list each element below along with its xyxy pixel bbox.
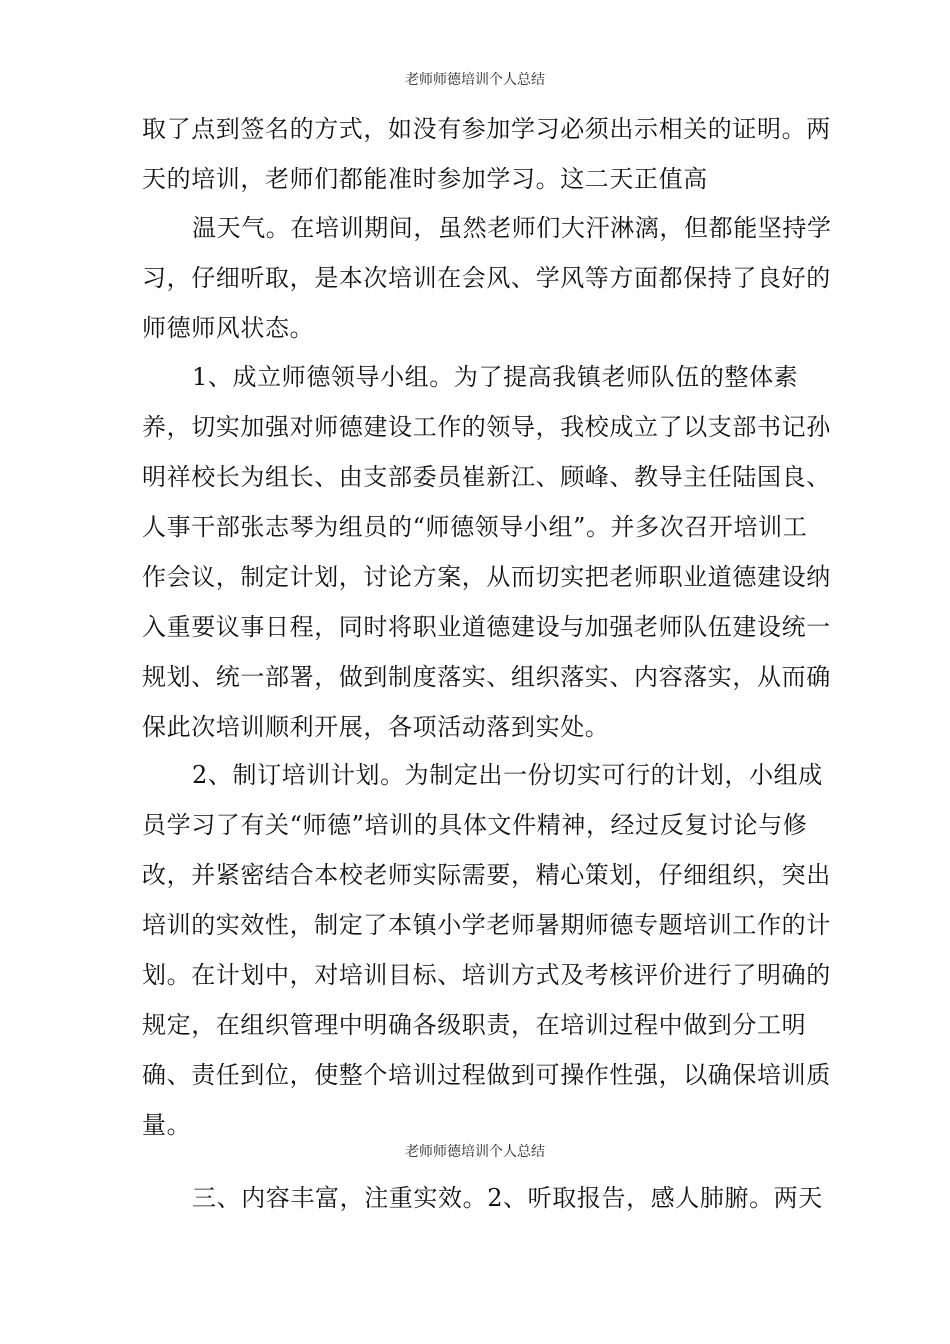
text-line: 规划、统一部署，做到制度落实、组织落实、内容落实，从而确 [142,663,831,691]
page-header: 老师师德培训个人总结 [405,1144,545,1160]
text-line: 三、内容丰富，注重实效。2、听取报告，感人肺腑。两天 [192,1184,823,1212]
text-line: 师德师风状态。 [142,314,315,342]
text-line: 2、制订培训计划。为制定出一份切实可行的计划，小组成 [192,761,823,789]
text-line: 作会议，制定计划，讨论方案，从而切实把老师职业道德建设纳 [142,563,831,591]
text-line: 培训的实效性，制定了本镇小学老师暑期师德专题培训工作的计 [142,911,831,939]
text-line: 确、责任到位，使整个培训过程做到可操作性强，以确保培训质 [142,1061,831,1089]
text-line: 明祥校长为组长、由支部委员崔新江、顾峰、教导主任陆国良、 [142,463,831,491]
text-line: 入重要议事日程，同时将职业道德建设与加强老师队伍建设统一 [142,613,831,641]
text-line: 1、成立师德领导小组。为了提高我镇老师队伍的整体素 [192,363,799,391]
paragraph-training-plan [142,750,832,1150]
text-line: 划。在计划中，对培训目标、培训方式及考核评价进行了明确的 [142,961,831,989]
text-line: 改，并紧密结合本校老师实际需要，精心策划，仔细组织，突出 [142,861,831,889]
page-header: 老师师德培训个人总结 [405,72,545,88]
paragraph-leadership-group [142,352,832,752]
text-line: 养，切实加强对师德建设工作的领导，我校成立了以支部书记孙 [142,413,831,441]
text-line: 取了点到签名的方式，如没有参加学习必须出示相关的证明。两 [142,115,831,143]
text-line: 规定，在组织管理中明确各级职责，在培训过程中做到分工明 [142,1011,807,1039]
text-line: 温天气。在培训期间，虽然老师们大汗淋漓，但都能坚持学 [192,214,832,242]
text-line: 人事干部张志琴为组员的“师德领导小组”。并多次召开培训工 [142,513,808,541]
paragraph-attendance [142,104,832,204]
text-line: 天的培训，老师们都能准时参加学习。这二天正值高 [142,165,708,193]
paragraph-weather [142,203,832,353]
text-line: 习，仔细听取，是本次培训在会风、学风等方面都保持了良好的 [142,264,831,292]
text-line: 员学习了有关“师德”培训的具体文件精神，经过反复讨论与修 [142,811,808,839]
text-line: 量。 [142,1111,192,1139]
paragraph-content [142,1173,832,1223]
text-line: 保此次培训顺利开展，各项活动落到实处。 [142,713,610,741]
